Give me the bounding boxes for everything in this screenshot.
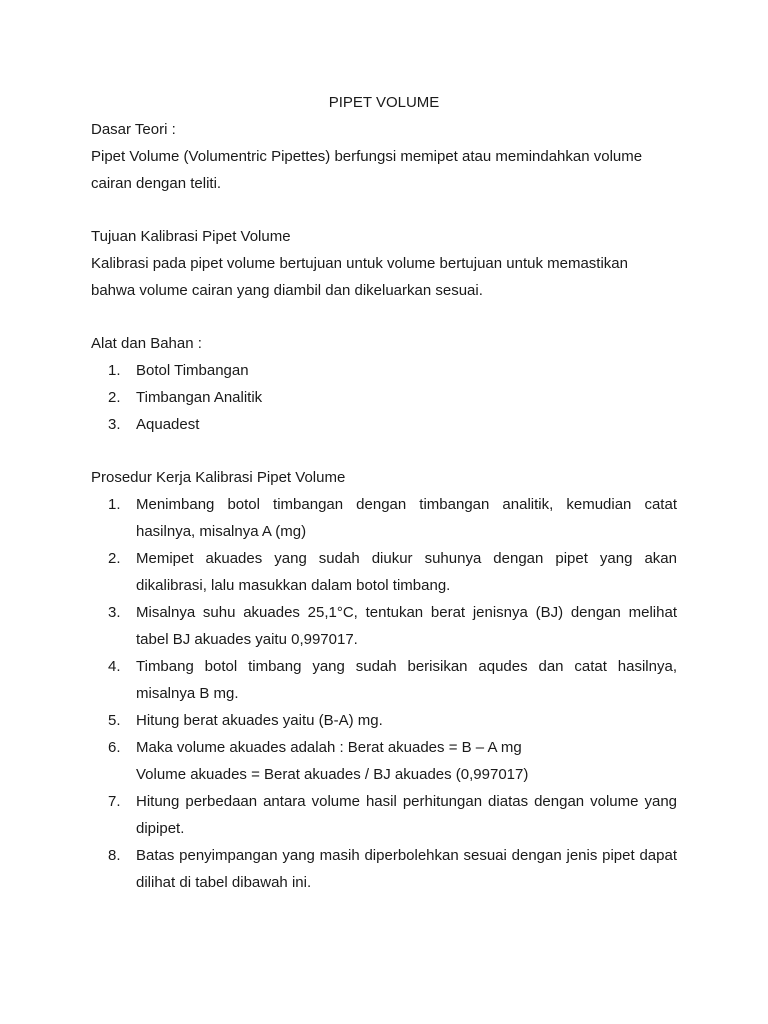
list-text-line: Misalnya suhu akuades 25,1°C, tentukan berat jenisnya (BJ) dengan melihat [136, 604, 677, 621]
list-number: 4. [108, 658, 121, 675]
list-number: 7. [108, 793, 121, 810]
list-text-line: Hitung perbedaan antara volume hasil perhitungan diatas dengan volume yang [136, 793, 677, 810]
list-text-line: misalnya B mg. [136, 685, 239, 702]
tujuan-line: bahwa volume cairan yang diambil dan dikeluarkan sesuai. [91, 282, 483, 299]
list-item [91, 734, 677, 788]
list-item [91, 842, 677, 896]
list-number: 3. [108, 416, 121, 433]
dasar-teori-line: cairan dengan teliti. [91, 175, 222, 192]
list-number: 1. [108, 362, 121, 379]
list-item [91, 357, 677, 384]
list-number: 2. [108, 550, 121, 567]
list-item [91, 599, 677, 653]
list-text-line: Menimbang botol timbangan dengan timbangan analitik, kemudian catat [136, 496, 677, 513]
list-text: Aquadest [136, 416, 200, 433]
list-item [91, 411, 677, 438]
tujuan-line: Kalibrasi pada pipet volume bertujuan untuk volume bertujuan untuk memastikan [91, 255, 628, 272]
list-text-line: Hitung berat akuades yaitu (B-A) mg. [136, 712, 383, 729]
list-number: 6. [108, 739, 121, 756]
list-number: 2. [108, 389, 121, 406]
dasar-teori-line: Pipet Volume (Volumentric Pipettes) berfungsi memipet atau memindahkan volume [91, 148, 643, 165]
list-text-line: dilihat di tabel dibawah ini. [136, 874, 312, 891]
list-number: 3. [108, 604, 121, 621]
spacer [91, 438, 677, 464]
list-text-line: Memipet akuades yang sudah diukur suhunya dengan pipet yang akan [136, 550, 677, 567]
list-item [91, 707, 677, 734]
page-title: PIPET VOLUME [328, 94, 440, 111]
list-number: 8. [108, 847, 121, 864]
list-item [91, 653, 677, 707]
list-text-line: tabel BJ akuades yaitu 0,997017. [136, 631, 358, 648]
tujuan-heading: Tujuan Kalibrasi Pipet Volume [91, 228, 291, 245]
list-text-line: hasilnya, misalnya A (mg) [136, 523, 307, 540]
list-item [91, 491, 677, 545]
list-item [91, 788, 677, 842]
spacer [91, 304, 677, 330]
alat-bahan-list [91, 357, 677, 438]
list-text-line: Timbang botol timbang yang sudah berisikan aqudes dan catat hasilnya, [136, 658, 677, 675]
list-text-line: Batas penyimpangan yang masih diperbolehkan sesuai dengan jenis pipet dapat [136, 847, 677, 864]
document-body [91, 89, 677, 896]
prosedur-list [91, 491, 677, 896]
spacer [91, 197, 677, 223]
prosedur-heading: Prosedur Kerja Kalibrasi Pipet Volume [91, 469, 346, 486]
list-number: 1. [108, 496, 121, 513]
list-item [91, 545, 677, 599]
list-text-line: dikalibrasi, lalu masukkan dalam botol timbang. [136, 577, 451, 594]
list-text-line: Volume akuades = Berat akuades / BJ akuades (0,997017) [136, 766, 529, 783]
list-text-line: dipipet. [136, 820, 185, 837]
list-text-line: Maka volume akuades adalah : Berat akuades = B – A mg [136, 739, 522, 756]
dasar-teori-heading: Dasar Teori : [91, 121, 176, 138]
list-number: 5. [108, 712, 121, 729]
list-text: Timbangan Analitik [136, 389, 263, 406]
list-text: Botol Timbangan [136, 362, 249, 379]
alat-bahan-heading: Alat dan Bahan : [91, 335, 202, 352]
list-item [91, 384, 677, 411]
